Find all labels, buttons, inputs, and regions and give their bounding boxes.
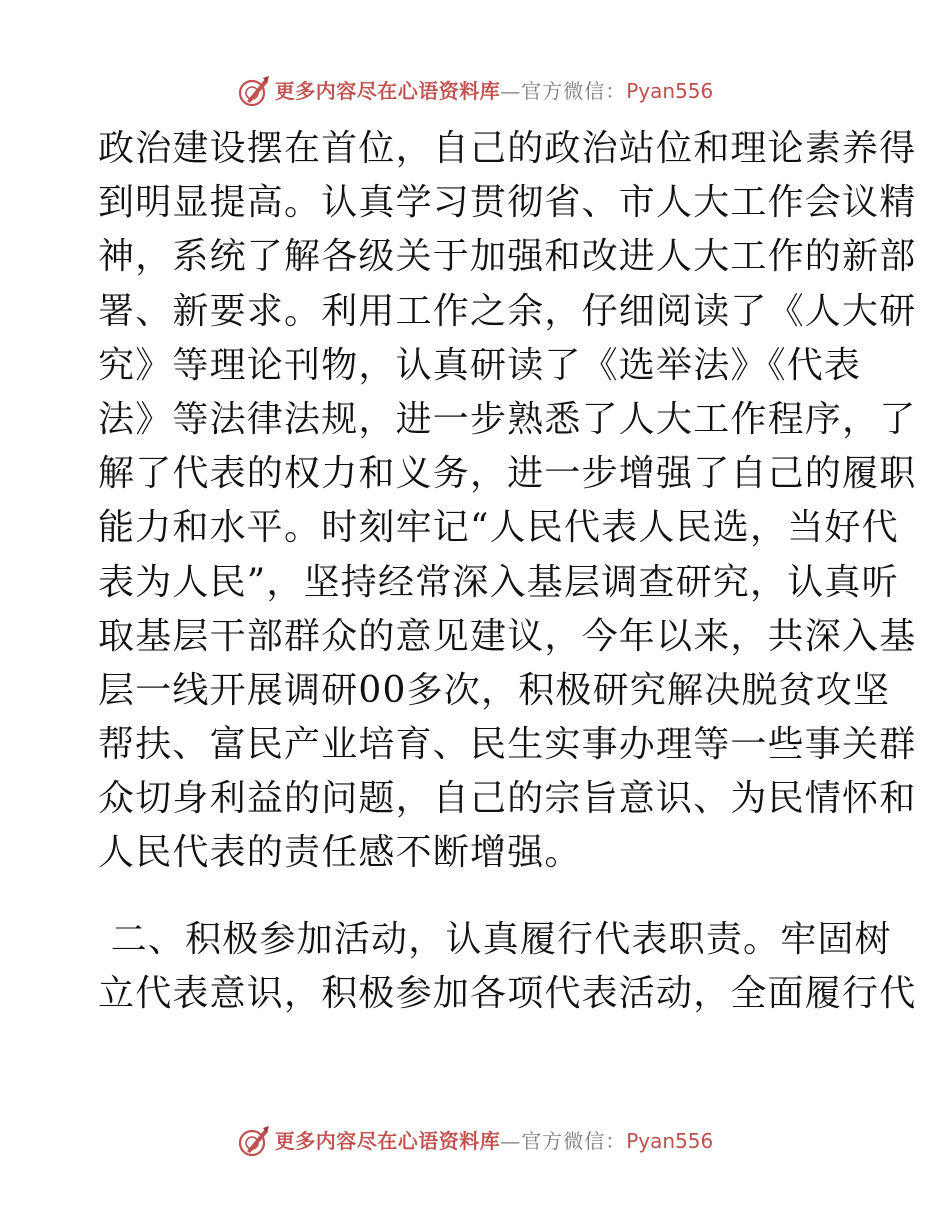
footer-promo-text: 更多内容尽在心语资料库 xyxy=(274,1129,501,1153)
footer-promo-separator: —官方微信： xyxy=(500,1129,627,1153)
text-line: 众切身利益的问题，自己的宗旨意识、为民情怀和 xyxy=(98,778,917,820)
paragraph-gap xyxy=(98,881,858,913)
text-line: 帮扶、富民产业培育、民生实事办理等一些事关群 xyxy=(98,724,917,766)
text-line: 二、积极参加活动，认真履行代表职责。牢固树 xyxy=(98,918,892,960)
header-promo-text: 更多内容尽在心语资料库 xyxy=(274,79,501,103)
text-line: 究》等理论刊物，认真研读了《选举法》《代表 xyxy=(98,344,862,386)
quill-logo-icon xyxy=(237,74,271,108)
header-promo xyxy=(0,74,950,108)
text-line: 层一线开展调研00多次，积极研究解决脱贫攻坚 xyxy=(98,669,891,711)
footer-promo xyxy=(0,1124,950,1158)
footer-promo-wechat-id: Pyan556 xyxy=(626,1129,714,1153)
text-line: 神，系统了解各级关于加强和改进人大工作的新部 xyxy=(98,236,917,278)
text-line: 署、新要求。利用工作之余，仔细阅读了《人大研 xyxy=(98,290,917,332)
text-line: 能力和水平。时刻牢记“人民代表人民选，当好代 xyxy=(98,507,899,549)
document-body xyxy=(98,122,917,1021)
header-promo-wechat-id: Pyan556 xyxy=(626,79,714,103)
text-line: 政治建设摆在首位，自己的政治站位和理论素养得 xyxy=(98,128,917,169)
text-line: 法》等法律法规，进一步熟悉了人大工作程序，了 xyxy=(98,398,917,440)
text-line: 解了代表的权力和义务，进一步增强了自己的履职 xyxy=(98,453,917,495)
paragraph-1 xyxy=(98,122,917,881)
text-line: 取基层干部群众的意见建议，今年以来，共深入基 xyxy=(98,615,917,657)
text-line: 表为人民”，坚持经常深入基层调查研究，认真听 xyxy=(98,561,899,603)
text-line: 人民代表的责任感不断增强。 xyxy=(98,832,582,874)
quill-logo-icon xyxy=(237,1124,271,1158)
text-line: 到明显提高。认真学习贯彻省、市人大工作会议精 xyxy=(98,182,917,224)
paragraph-2 xyxy=(98,913,917,1021)
header-promo-separator: —官方微信： xyxy=(500,79,627,103)
text-line: 立代表意识，积极参加各项代表活动，全面履行代 xyxy=(98,972,917,1014)
